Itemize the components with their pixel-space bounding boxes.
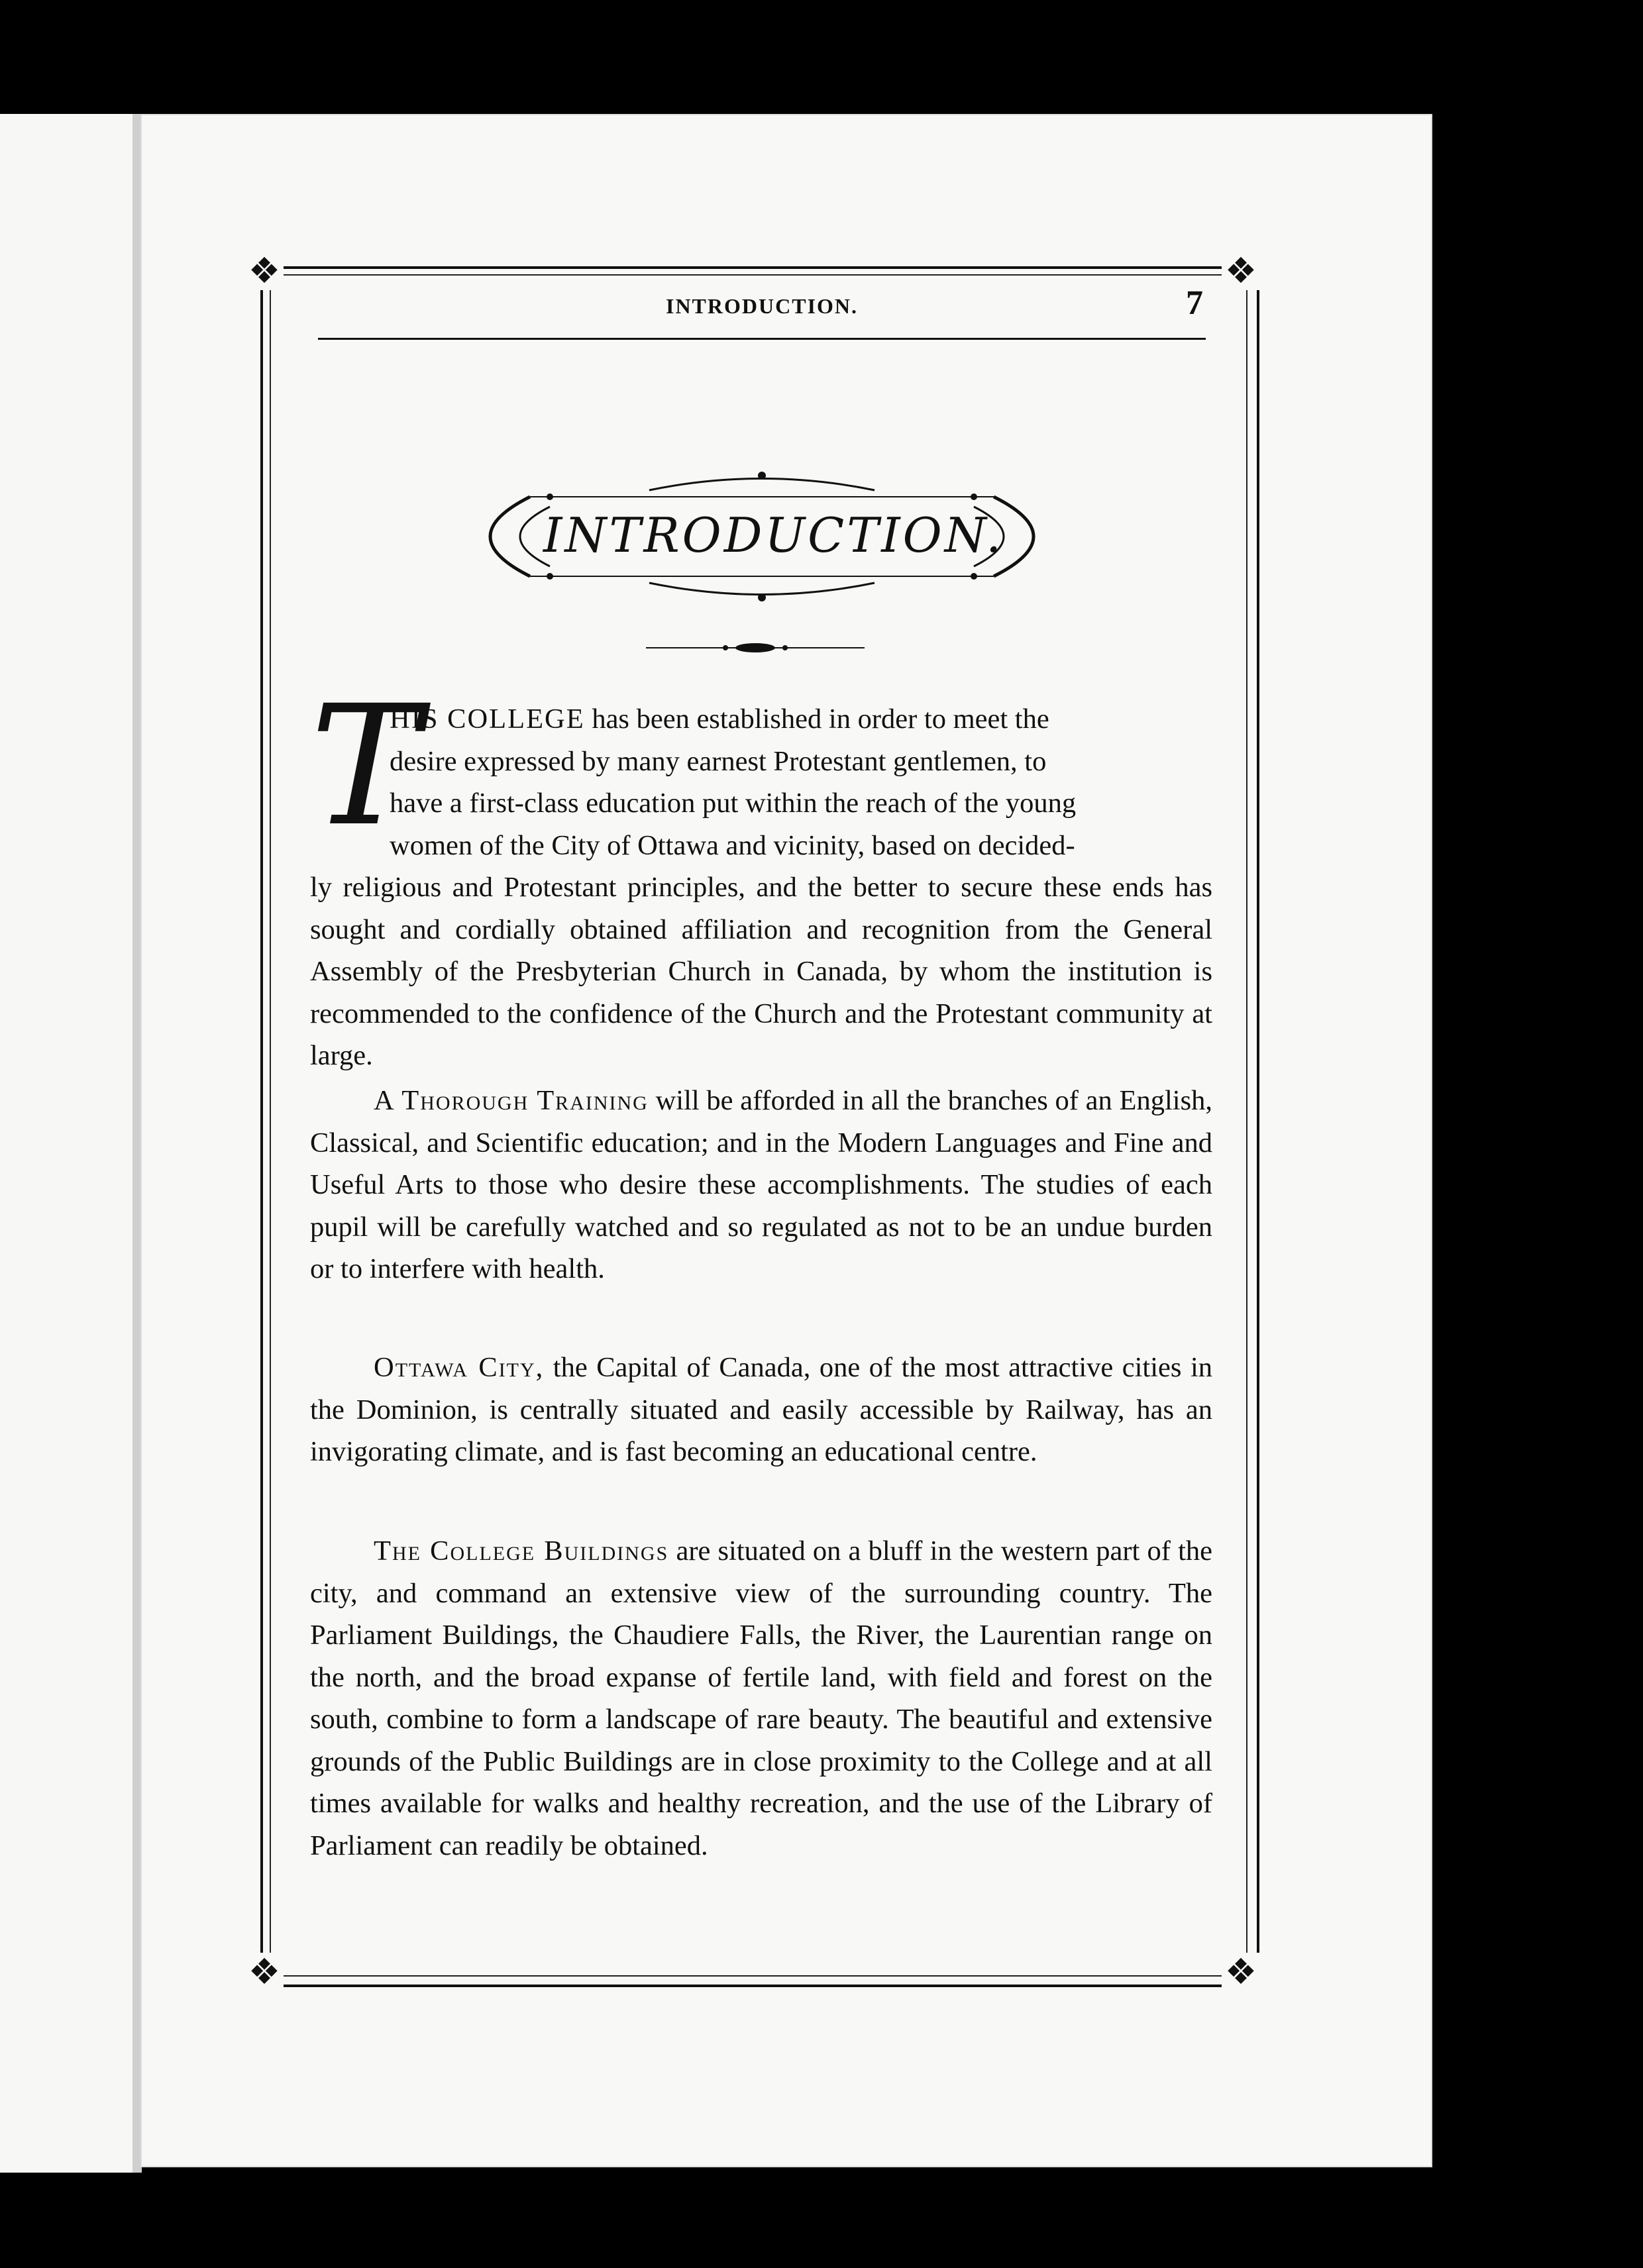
paragraph-intro-line1 — [310, 698, 1212, 741]
lead-in-text: The College Buildings — [374, 1535, 669, 1567]
paragraph-training — [310, 1080, 1212, 1290]
paragraph-ottawa-text: the Capital of Canada, one of the most attractive cities in the Dominion, is centrally situated and easily accessible by Railway, has an invigorating climate, and is fast becoming an educational centre. — [310, 1352, 1212, 1467]
page-number: 7 — [1186, 284, 1203, 322]
header-rule — [318, 338, 1206, 340]
corner-ornament-icon: ❖ — [1222, 1953, 1260, 1991]
paragraph-intro-line1-rest: has been established in order to meet the — [584, 703, 1049, 735]
facing-page-edge — [0, 114, 134, 2173]
drop-cap: T — [310, 670, 421, 862]
paragraph-training-text: will be afforded in all the branches of an English, Classical, and Scientific education; and in the Modern Languages and Fine and Useful Arts to those who desire these accomplishments. The studies of each pupil will be carefully watched and so regulated as not to be an undue burden or to interfere with health. — [310, 1085, 1212, 1284]
paragraph-intro-rest: ly religious and Protestant principles, and the better to secure these ends has sought and cordially obtained affiliation and recognition from the General Assembly of the Presbyterian Church in Canada, by whom the institution is recommended to the confidence of the Church and the Protestant community at large. — [310, 872, 1212, 1071]
paragraph-intro-line4: women of the City of Ottawa and vicinity, based on decided- — [390, 829, 1075, 861]
corner-ornament-icon: ❖ — [245, 252, 284, 290]
paragraph-ottawa — [310, 1347, 1212, 1473]
corner-ornament-icon: ❖ — [245, 1953, 284, 1991]
section-title: INTRODUCTION. — [543, 507, 1004, 563]
paragraph-intro-line2: desire expressed by many earnest Protestant gentlemen, to — [390, 745, 1047, 777]
corner-ornament-icon: ❖ — [1222, 252, 1260, 290]
paragraph-intro — [310, 698, 1212, 1077]
lead-in-text: A Thorough Training — [374, 1085, 649, 1116]
paragraph-buildings — [310, 1530, 1212, 1867]
running-head: INTRODUCTION. — [665, 294, 859, 318]
title-flourish-ornament — [646, 640, 865, 656]
paragraph-buildings-text: are situated on a bluff in the western part of the city, and command an extensive view of the surrounding country. The Parliament Buildings, the Chaudiere Falls, the River, the Laurentian range on the north, and the broad expanse of fertile land, with field and forest on the south, combine to form a landscape of rare beauty. The beautiful and extensive grounds of the Public Buildings are in close proximity to the College and at all times available for walks and healthy recreation, and the use of the Library of Parliament can readily be obtained. — [310, 1535, 1212, 1861]
lead-in-text: Ottawa City, — [374, 1352, 545, 1383]
paragraph-intro-line3: have a first-class education put within the reach of the young — [390, 788, 1077, 819]
lead-in-text: HIS COLLEGE — [390, 703, 585, 735]
